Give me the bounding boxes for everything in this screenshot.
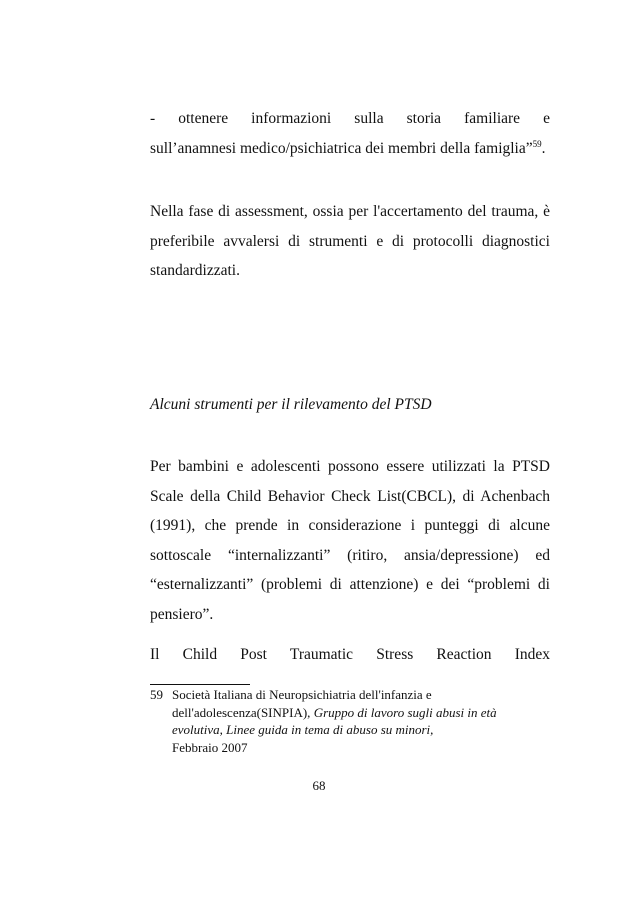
footnote-date: Febbraio 2007 [172, 739, 248, 755]
paragraph-1 [150, 104, 550, 163]
paragraph-3-block [150, 452, 550, 629]
footnote-reference: 59 [532, 138, 542, 149]
paragraph-2-block [150, 197, 550, 286]
paragraph-1-text: sull’anamnesi medico/psichiatrica dei membri della famiglia” [150, 139, 533, 157]
paragraph-2: Nella fase di assessment, ossia per l'accertamento del trauma, è preferibile avvalersi di strumenti e di protocolli diagnostici standardizzati. [150, 203, 550, 279]
footnote-number: 59 [150, 687, 163, 702]
footnote-text [172, 686, 550, 756]
paragraph-4: Il Child Post Traumatic Stress Reaction Index [150, 646, 550, 663]
page-number: 68 [312, 778, 326, 793]
footnote-separator [150, 684, 250, 685]
section-heading-block [150, 394, 550, 416]
section-heading: Alcuni strumenti per il rilevamento del PTSD [150, 396, 432, 413]
paragraph-1-continuation [150, 134, 550, 164]
footnote [150, 686, 550, 756]
paragraph-3: Per bambini e adolescenti possono essere utilizzati la PTSD Scale della Child Behavior Check List(CBCL), di Achenbach (1991), che prende in considerazione i punteggi di alcune sottoscale “internalizzanti” (ritiro, ansia/depressione) ed “esternalizzanti” (problemi di attenzione) e dei “problemi di pensiero”. [150, 458, 550, 623]
paragraph-4-block [150, 640, 550, 670]
paragraph-1-end: . [541, 139, 546, 157]
footnote-source: Società Italiana di Neuropsichiatria dell'infanzia e dell'adolescenza(SINPIA), [172, 687, 432, 720]
footnote-title: Gruppo di lavoro sugli abusi in età evolutiva, Linee guida in tema di abuso su minori, [172, 704, 497, 737]
paragraph-1-line-1: - ottenere informazioni sulla storia familiare e [150, 110, 550, 127]
